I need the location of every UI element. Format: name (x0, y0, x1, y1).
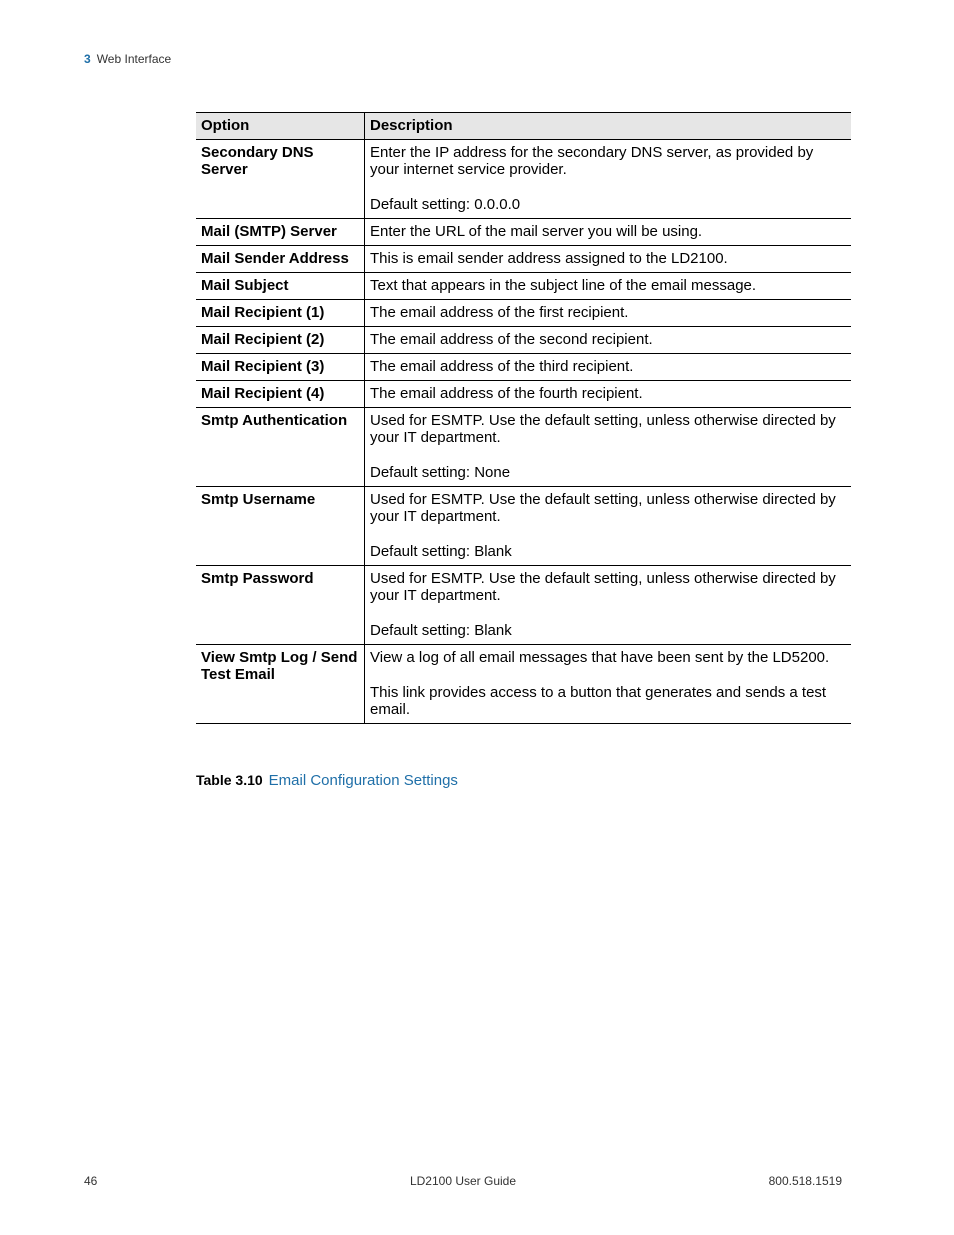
option-cell: View Smtp Log / Send Test Email (196, 645, 365, 724)
description-text: The email address of the third recipient. (370, 358, 634, 375)
description-text: The email address of the second recipient. (370, 331, 653, 348)
description-cell (365, 487, 852, 566)
description-text: Enter the URL of the mail server you will be using. (370, 223, 703, 240)
table-header-row (196, 113, 851, 140)
description-cell (365, 219, 852, 246)
running-header (84, 52, 171, 66)
option-cell: Mail Recipient (3) (196, 354, 365, 381)
table-row (196, 566, 851, 645)
description-note: This link provides access to a button that generates and sends a test email. (370, 684, 827, 718)
option-cell: Smtp Authentication (196, 408, 365, 487)
option-cell: Mail Recipient (1) (196, 300, 365, 327)
option-cell: Smtp Password (196, 566, 365, 645)
option-cell: Mail Subject (196, 273, 365, 300)
description-text: Used for ESMTP. Use the default setting, unless otherwise directed by your IT department. (370, 491, 836, 525)
email-config-table (196, 112, 851, 724)
option-cell: Mail Recipient (4) (196, 381, 365, 408)
table-row (196, 487, 851, 566)
description-cell (365, 381, 852, 408)
description-cell (365, 327, 852, 354)
description-cell (365, 300, 852, 327)
option-cell: Mail Recipient (2) (196, 327, 365, 354)
table-row (196, 300, 851, 327)
table-row (196, 140, 851, 219)
chapter-title: Web Interface (96, 52, 172, 66)
caption-label: Table 3.10 (196, 772, 263, 788)
description-cell (365, 354, 852, 381)
table-row (196, 219, 851, 246)
option-cell: Secondary DNS Server (196, 140, 365, 219)
description-cell (365, 246, 852, 273)
description-note: Default setting: Blank (370, 622, 512, 639)
description-text: This is email sender address assigned to the LD2100. (370, 250, 728, 267)
description-text: Enter the IP address for the secondary DNS server, as provided by your internet service provider. (370, 144, 814, 178)
table-row (196, 381, 851, 408)
table-row (196, 327, 851, 354)
description-cell (365, 408, 852, 487)
description-text: The email address of the first recipient. (370, 304, 629, 321)
description-note: Default setting: 0.0.0.0 (370, 196, 521, 213)
description-text: View a log of all email messages that have been sent by the LD5200. (370, 649, 830, 666)
description-note: Default setting: Blank (370, 543, 512, 560)
description-text: Text that appears in the subject line of the email message. (370, 277, 757, 294)
table-row (196, 273, 851, 300)
chapter-number: 3 (84, 52, 91, 66)
description-cell (365, 273, 852, 300)
table-row (196, 354, 851, 381)
phone-number: 800.518.1519 (768, 1174, 842, 1188)
description-cell (365, 645, 852, 724)
description-cell (365, 140, 852, 219)
table-row (196, 645, 851, 724)
description-note: Default setting: None (370, 464, 511, 481)
col-header-description: Description (365, 113, 852, 140)
description-cell (365, 566, 852, 645)
col-header-option: Option (196, 113, 365, 140)
description-text: The email address of the fourth recipient. (370, 385, 643, 402)
table-row (196, 408, 851, 487)
description-text: Used for ESMTP. Use the default setting, unless otherwise directed by your IT department. (370, 412, 836, 446)
option-cell: Mail Sender Address (196, 246, 365, 273)
description-text: Used for ESMTP. Use the default setting, unless otherwise directed by your IT department. (370, 570, 836, 604)
table-caption (196, 772, 458, 789)
guide-title: LD2100 User Guide (409, 1174, 517, 1188)
option-cell: Mail (SMTP) Server (196, 219, 365, 246)
option-cell: Smtp Username (196, 487, 365, 566)
page-number: 46 (84, 1174, 98, 1188)
table-row (196, 246, 851, 273)
caption-title: Email Configuration Settings (268, 772, 458, 789)
